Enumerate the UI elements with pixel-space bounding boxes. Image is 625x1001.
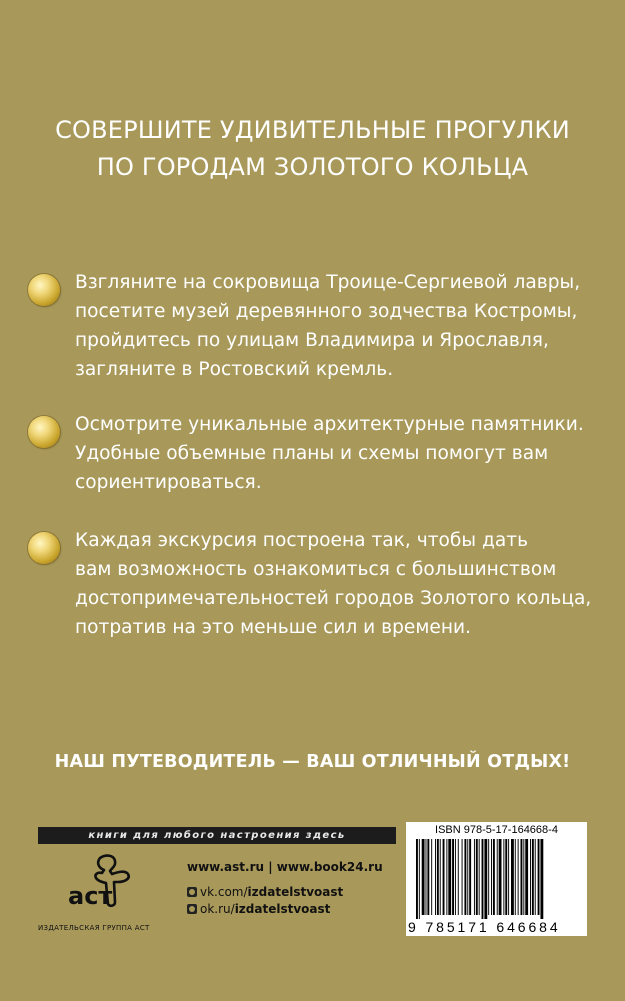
barcode-bar: [484, 839, 487, 919]
ok-handle: izdatelstvoast: [234, 902, 331, 916]
bullet-1-line-1: Взгляните на сокровища Троице-Сергиевой лавры,: [75, 272, 581, 293]
barcode-bar: [538, 839, 540, 915]
barcode-bar: [493, 839, 495, 915]
barcode-bar: [479, 839, 480, 915]
vk-prefix: vk.com/: [200, 885, 248, 899]
gold-coin-bullet-icon: [28, 532, 60, 564]
ok-link[interactable]: [187, 902, 383, 916]
barcode-bar: [446, 839, 447, 915]
barcode-bar: [511, 839, 514, 915]
barcode-bar: [530, 839, 531, 915]
vk-link[interactable]: [187, 885, 383, 899]
barcode-bar: [458, 839, 459, 915]
barcode-bar: [464, 839, 466, 915]
ok-prefix: ok.ru/: [200, 902, 235, 916]
bullet-1-line-4: загляните в Ростовский кремль.: [75, 359, 394, 380]
barcode-bar: [503, 839, 504, 915]
headline-line-2: ПО ГОРОДАМ ЗОЛОТОГО КОЛЬЦА: [96, 153, 529, 181]
barcode-bar: [469, 839, 471, 915]
barcode-bar: [443, 839, 445, 915]
barcode-bar: [540, 839, 543, 919]
bullet-3-line-4: потратив на это меньше сил и времени.: [75, 617, 471, 638]
bullet-2-line-2: Удобные объемные планы и схемы помогут вам: [75, 443, 549, 464]
headline: [0, 112, 625, 186]
bullet-2-line-3: сориентироваться.: [75, 472, 262, 493]
bullet-text-1: [75, 268, 615, 384]
barcode-bar: [521, 839, 523, 915]
barcode-bar: [452, 839, 454, 915]
publisher-group-label: ИЗДАТЕЛЬСКАЯ ГРУППА АСТ: [38, 924, 150, 932]
headline-line-1: СОВЕРШИТЕ УДИВИТЕЛЬНЫЕ ПРОГУЛКИ: [55, 116, 570, 144]
barcode-box: [406, 822, 587, 936]
website-links[interactable]: www.ast.ru | www.book24.ru: [187, 860, 383, 874]
barcode-bar: [532, 839, 534, 915]
bullet-3-line-1: Каждая экскурсия построена так, чтобы дать: [75, 530, 529, 551]
barcode-bar: [431, 839, 432, 915]
bullet-3-line-3: достопримечательностей городов Золотого кольца,: [75, 588, 592, 609]
ast-logo: [62, 852, 142, 914]
vk-handle: izdatelstvoast: [247, 885, 344, 899]
barcode-bar: [499, 839, 502, 915]
publisher-links: [187, 860, 383, 916]
barcode-bar: [491, 839, 492, 915]
barcode-bar: [422, 839, 425, 915]
barcode-bar: [535, 839, 536, 915]
bullet-2-line-1: Осмотрите уникальные архитектурные памятники.: [75, 414, 584, 435]
isbn-label: ISBN 978-5-17-164668-4: [435, 824, 558, 836]
slogan: НАШ ПУТЕВОДИТЕЛЬ — ВАШ ОТЛИЧНЫЙ ОТДЫХ!: [54, 752, 571, 772]
barcode-bar: [462, 839, 463, 915]
gold-coin-bullet-icon: [28, 274, 60, 306]
barcode-bar: [476, 839, 478, 915]
barcode-bar: [440, 839, 441, 915]
barcode-bar: [467, 839, 468, 915]
bullet-1-line-3: пройдитесь по улицам Владимира и Ярославля,: [75, 330, 549, 351]
barcode-bar: [508, 839, 509, 915]
barcode: [416, 839, 578, 919]
barcode-bar: [455, 839, 456, 915]
barcode-bar: [416, 839, 418, 919]
logo-text: аст: [68, 882, 113, 910]
barcode-bar: [523, 839, 524, 915]
vk-icon: [187, 887, 197, 897]
barcode-bar: [435, 839, 436, 915]
barcode-bar: [482, 839, 484, 919]
gold-coin-bullet-icon: [28, 416, 60, 448]
barcode-bar: [518, 839, 519, 915]
ean-digits: 9 785171 646684: [408, 919, 561, 935]
barcode-bar: [505, 839, 507, 915]
barcode-bar: [474, 839, 475, 915]
bullet-text-2: [75, 410, 615, 497]
barcode-bar: [515, 839, 516, 915]
bullet-text-3: [75, 526, 615, 642]
barcode-bar: [525, 839, 528, 915]
barcode-bar: [427, 839, 429, 915]
tagline-bar: книги для любого настроения здесь: [38, 827, 396, 844]
ok-icon: [187, 904, 197, 914]
barcode-bar: [426, 839, 427, 915]
bullet-1-line-2: посетите музей деревянного зодчества Костромы,: [75, 301, 578, 322]
bullet-3-line-2: вам возможность ознакомиться с большинством: [75, 559, 557, 580]
barcode-bar: [437, 839, 439, 915]
barcode-bar: [448, 839, 451, 915]
barcode-bar: [488, 839, 489, 915]
barcode-bar: [497, 839, 498, 915]
barcode-bar: [419, 839, 420, 919]
